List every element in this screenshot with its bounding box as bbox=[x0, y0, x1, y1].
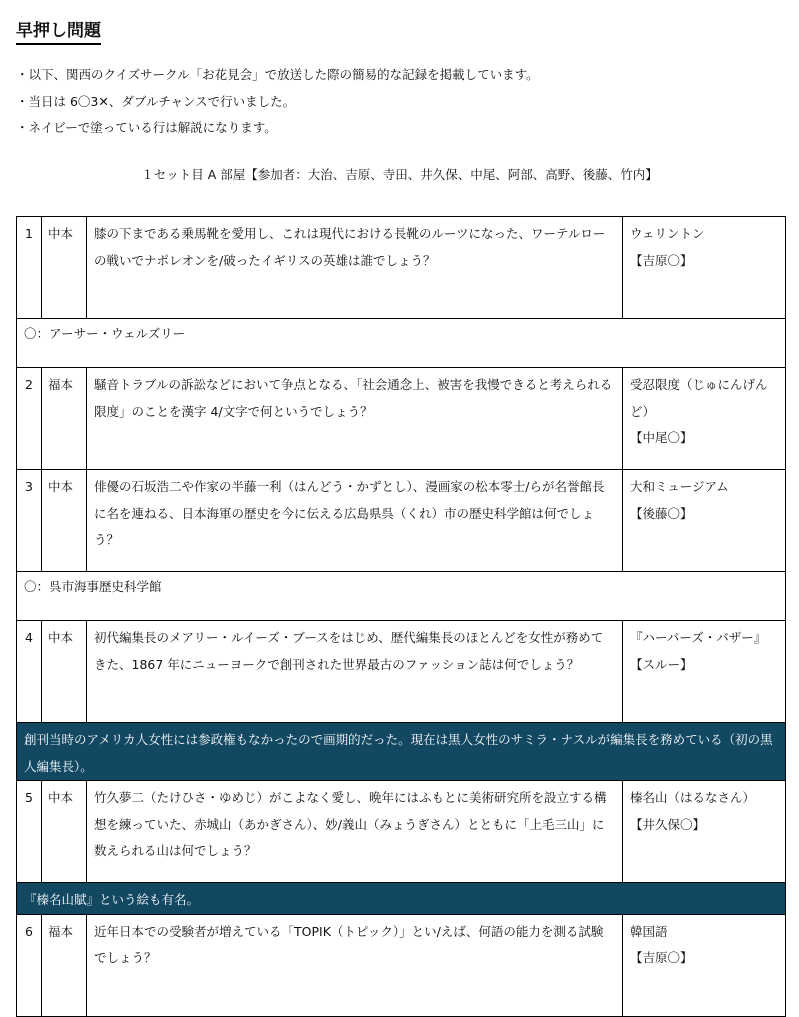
question-row bbox=[17, 781, 786, 883]
question-row bbox=[17, 470, 786, 572]
question-row bbox=[17, 368, 786, 470]
answer-result: 【中尾〇】 bbox=[630, 430, 693, 445]
answer-text: 榛名山（はるなさん） bbox=[630, 790, 756, 805]
commentary-row bbox=[17, 883, 786, 915]
set-heading: １セット目 A 部屋【参加者：大治、吉原、寺田、井久保、中尾、阿部、高野、後藤、竹内】 bbox=[141, 167, 658, 182]
reader-name: 中本 bbox=[42, 470, 87, 572]
answer-text: 『ハーパーズ・バザー』 bbox=[630, 630, 767, 645]
answer-result: 【スルー】 bbox=[630, 656, 693, 672]
question-number: 2 bbox=[17, 368, 42, 470]
question-text: 膝の下まである乗馬靴を愛用し、これは現代における長靴のルーツになった、ワーテルローの戦いでナポレオンを/破ったイギリスの英雄は誰でしょう？ bbox=[87, 217, 623, 319]
reader-name: 福本 bbox=[42, 368, 87, 470]
alternate-answer-row bbox=[17, 319, 786, 368]
answer-result: 【後藤〇】 bbox=[630, 505, 693, 521]
question-text: 俳優の石坂浩二や作家の半藤一利（はんどう・かずとし）、漫画家の松本零士/らが名誉館長に名を連ねる、日本海軍の歴史を今に伝える広島県呉（くれ）市の歴史科学館は何でしょう？ bbox=[87, 470, 623, 572]
question-number: 1 bbox=[17, 217, 42, 319]
answer-cell bbox=[623, 621, 786, 723]
question-number: 4 bbox=[17, 621, 42, 723]
intro-note: ・ネイビーで塗っている行は解説になります。 bbox=[16, 120, 277, 135]
intro-note: ・以下、関西のクイズサークル「お花見会」で放送した際の簡易的な記録を掲載しています。 bbox=[16, 67, 539, 82]
question-text: 初代編集長のメアリー・ルイーズ・ブースをはじめ、歴代編集長のほとんどを女性が務めてきた、1867 年にニューヨークで創刊された世界最古のファッション誌は何でしょう？ bbox=[87, 621, 623, 723]
question-text: 騒音トラブルの訴訟などにおいて争点となる、「社会通念上、被害を我慢できると考えられる限度」のことを漢字 4/文字で何というでしょう？ bbox=[87, 368, 623, 470]
reader-name: 福本 bbox=[42, 914, 87, 1016]
commentary-text: 『榛名山賦』という絵も有名。 bbox=[17, 883, 786, 915]
answer-cell bbox=[623, 470, 786, 572]
answer-cell bbox=[623, 217, 786, 319]
alternate-answer-text: 〇：呉市海事歴史科学館 bbox=[17, 572, 786, 621]
question-table bbox=[16, 216, 786, 1017]
answer-cell bbox=[623, 914, 786, 1016]
page-title: 早押し問題 bbox=[16, 20, 101, 45]
answer-text: 大和ミュージアム bbox=[630, 479, 729, 494]
answer-text: 受忍限度（じゅにんげんど） bbox=[630, 377, 768, 419]
question-number: 6 bbox=[17, 914, 42, 1016]
question-row bbox=[17, 914, 786, 1016]
question-number: 3 bbox=[17, 470, 42, 572]
intro-notes bbox=[16, 62, 539, 142]
question-row bbox=[17, 217, 786, 319]
question-text: 竹久夢二（たけひさ・ゆめじ）がこよなく愛し、晩年にはふもとに美術研究所を設立する構想を練っていた、赤城山（あかぎさん）、妙/義山（みょうぎさん）とともに「上毛三山」に数えられる山は何でしょう？ bbox=[87, 781, 623, 883]
commentary-row bbox=[17, 723, 786, 781]
question-text: 近年日本での受験者が増えている「TOPIK（トピック）」とい/えば、何語の能力を測る試験でしょう？ bbox=[87, 914, 623, 1016]
answer-result: 【吉原〇】 bbox=[630, 950, 693, 965]
alternate-answer-row bbox=[17, 572, 786, 621]
answer-result: 【井久保〇】 bbox=[630, 816, 706, 832]
alternate-answer-text: 〇：アーサー・ウェルズリー bbox=[17, 319, 786, 368]
answer-result: 【吉原〇】 bbox=[630, 252, 693, 268]
commentary-text: 創刊当時のアメリカ人女性には参政権もなかったので画期的だった。現在は黒人女性のサミラ・ナスルが編集長を務めている（初の黒人編集長）。 bbox=[17, 723, 786, 781]
question-number: 5 bbox=[17, 781, 42, 883]
question-row bbox=[17, 621, 786, 723]
answer-cell bbox=[623, 368, 786, 470]
reader-name: 中本 bbox=[42, 621, 87, 723]
answer-cell bbox=[623, 781, 786, 883]
reader-name: 中本 bbox=[42, 217, 87, 319]
intro-note: ・当日は 6〇3✕、ダブルチャンスで行いました。 bbox=[16, 93, 296, 109]
answer-text: ウェリントン bbox=[630, 226, 705, 241]
reader-name: 中本 bbox=[42, 781, 87, 883]
answer-text: 韓国語 bbox=[630, 923, 668, 939]
